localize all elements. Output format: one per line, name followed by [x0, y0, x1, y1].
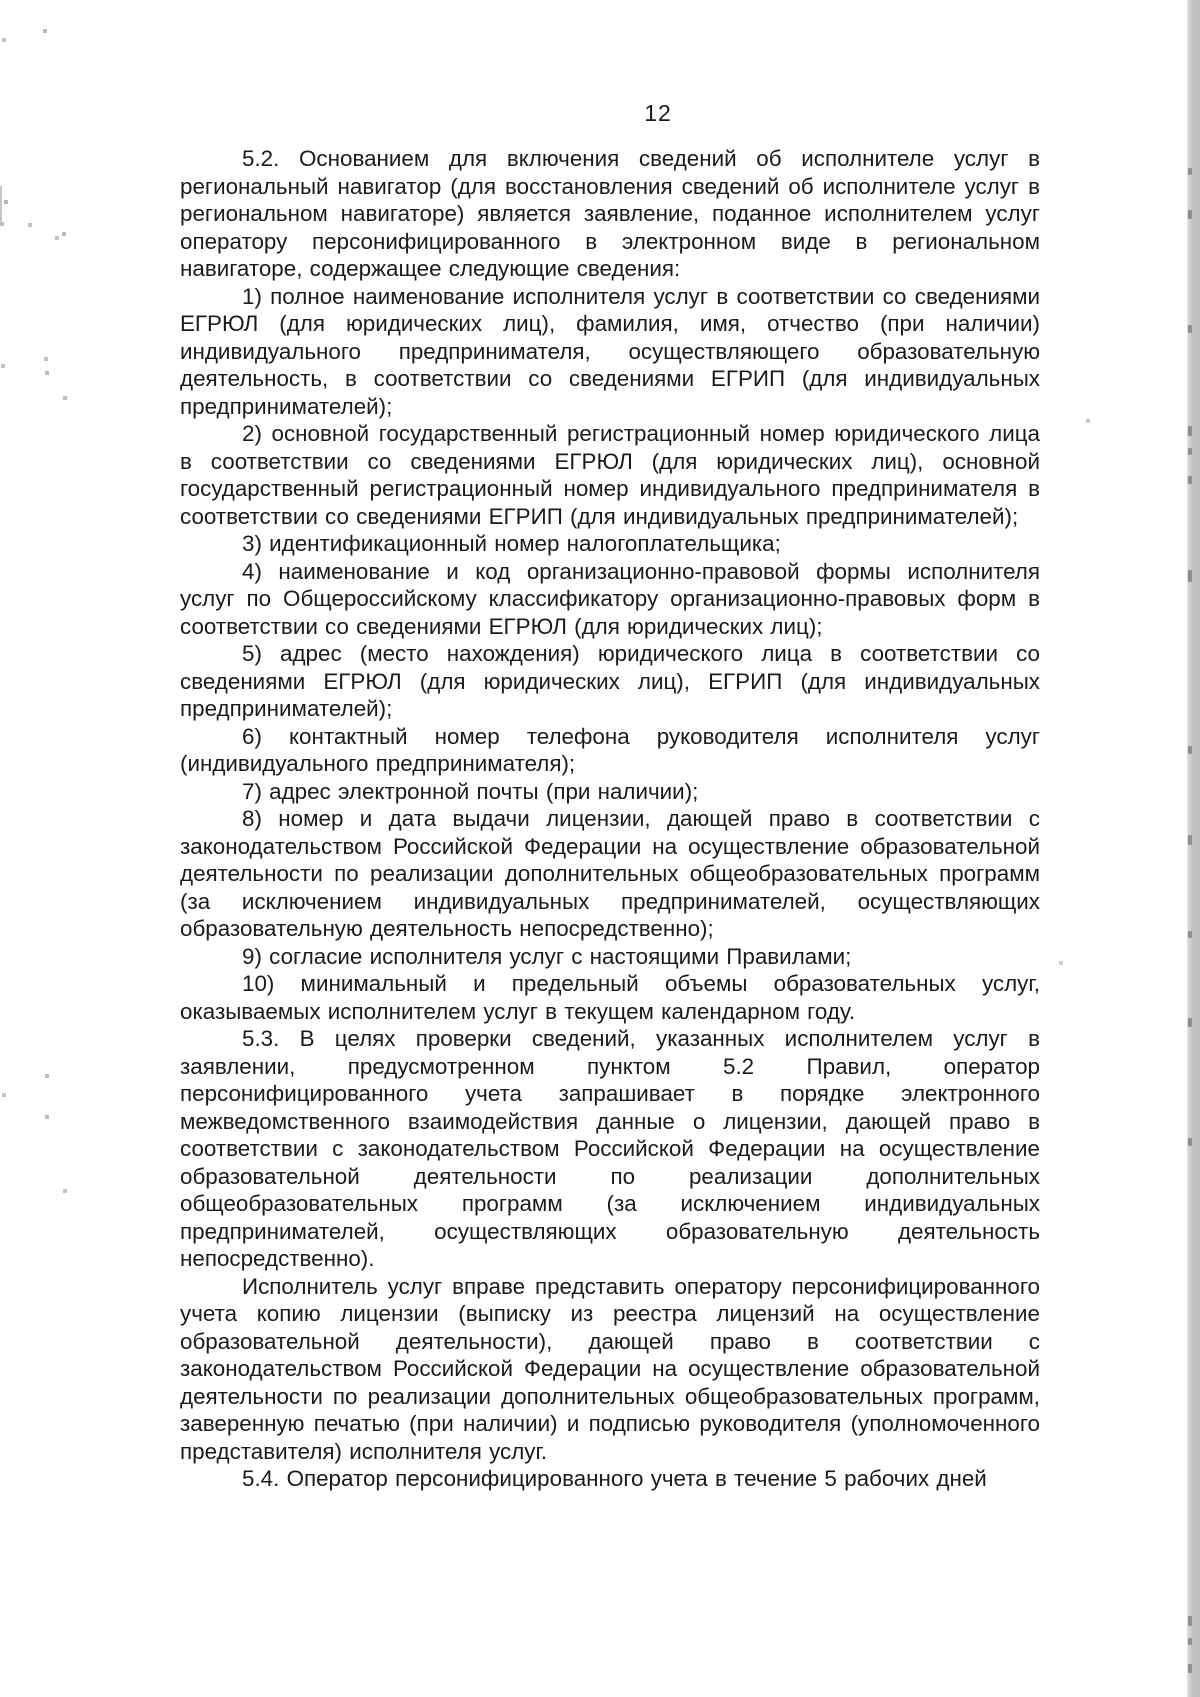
- list-item-4: 4) наименование и код организационно-правовой формы исполнителя услуг по Общероссийскому классификатору организационно-правовых форм в соответствии со сведениями ЕГРЮЛ (для юридических лиц);: [180, 558, 1040, 639]
- scan-noise-specks: [0, 0, 2, 2]
- scan-edge-mark: [1188, 210, 1192, 219]
- scan-edge-mark: [1188, 325, 1192, 333]
- paragraph-ispolnitel: Исполнитель услуг вправе представить оператору персонифицированного учета копию лицензии (выписку из реестра лицензий на осуществление образовательной деятельности), дающей право в соответствии с законодательством Российской Федерации на осуществление образовательной деятельности по реализации дополнительных общеобразовательных программ, заверенную печатью (при наличии) и подписью руководителя (уполномоченного представителя) исполнителя услуг.: [180, 1273, 1040, 1464]
- list-item-5: 5) адрес (место нахождения) юридического лица в соответствии со сведениями ЕГРЮЛ (для юридических лиц), ЕГРИП (для индивидуальных предпринимателей);: [180, 641, 1040, 721]
- list-item-6: 6) контактный номер телефона руководителя исполнителя услуг (индивидуального предпринимателя);: [180, 723, 1040, 776]
- list-item-10: 10) минимальный и предельный объемы образовательных услуг, оказываемых исполнителем услуг в текущем календарном году.: [180, 971, 1040, 1024]
- scan-edge-mark: [1188, 476, 1192, 484]
- list-item-1: 1) полное наименование исполнителя услуг в соответствии со сведениями ЕГРЮЛ (для юридических лиц), фамилия, имя, отчество (при наличии) индивидуального предпринимателя, осуществляющего образовательную деятельность, в соответствии со сведениями ЕГРИП (для индивидуальных предпринимателей);: [180, 283, 1040, 419]
- scan-edge-mark: [1188, 1018, 1192, 1027]
- scan-edge-mark: [1188, 1616, 1192, 1626]
- paragraph-5-4: 5.4. Оператор персонифицированного учета в течение 5 рабочих дней: [242, 1466, 987, 1491]
- scan-edge-mark: [1188, 448, 1192, 455]
- page-number: 12: [644, 100, 672, 126]
- list-item-9: 9) согласие исполнителя услуг с настоящими Правилами;: [242, 943, 852, 969]
- scan-edge-strip: [1187, 0, 1200, 1697]
- scan-edge-mark: [1188, 931, 1192, 938]
- scan-edge-mark: [1188, 426, 1192, 436]
- list-item-7: 7) адрес электронной почты (при наличии);: [242, 778, 699, 804]
- paragraph-5-2: 5.2. Основанием для включения сведений об исполнителе услуг в региональный навигатор (для восстановления сведений об исполнителе услуг в региональном навигаторе) является заявление, поданное исполнителем услуг оператору персонифицированного в электронном виде в региональном навигаторе, содержащее следующие сведения:: [180, 146, 1040, 281]
- list-item-2: 2) основной государственный регистрационный номер юридического лица в соответствии со сведениями ЕГРЮЛ (для юридических лиц), основной государственный регистрационный номер индивидуального предпринимателя в соответствии со сведениями ЕГРИП (для индивидуальных предпринимателей);: [180, 421, 1040, 529]
- scan-edge-mark: [1188, 1664, 1192, 1673]
- scan-edge-mark: [1188, 746, 1192, 754]
- scan-edge-mark: [1188, 835, 1192, 845]
- document-body: [180, 145, 1040, 1493]
- scan-edge-mark: [1188, 570, 1192, 582]
- scan-edge-mark: [1188, 1138, 1192, 1146]
- paragraph-5-3: 5.3. В целях проверки сведений, указанных исполнителем услуг в заявлении, предусмотренном пунктом 5.2 Правил, оператор персонифицированного учета запрашивает в порядке электронного межведомственного взаимодействия данные о лицензии, дающей право в соответствии с законодательством Российской Федерации на осуществление образовательной деятельности по реализации дополнительных общеобразовательных программ (за исключением индивидуальных предпринимателей, осуществляющих образовательную деятельность непосредственно).: [180, 1026, 1040, 1271]
- list-item-3: 3) идентификационный номер налогоплательщика;: [242, 531, 781, 556]
- scan-edge-mark: [1188, 168, 1192, 175]
- scan-edge-mark: [1188, 1638, 1192, 1645]
- list-item-8: 8) номер и дата выдачи лицензии, дающей право в соответствии с законодательством Российской Федерации на осуществление образовательной деятельности по реализации дополнительных общеобразовательных программ (за исключением индивидуальных предпринимателей, осуществляющих образовательную деятельность непосредственно);: [180, 806, 1040, 941]
- scan-left-line: [0, 186, 2, 223]
